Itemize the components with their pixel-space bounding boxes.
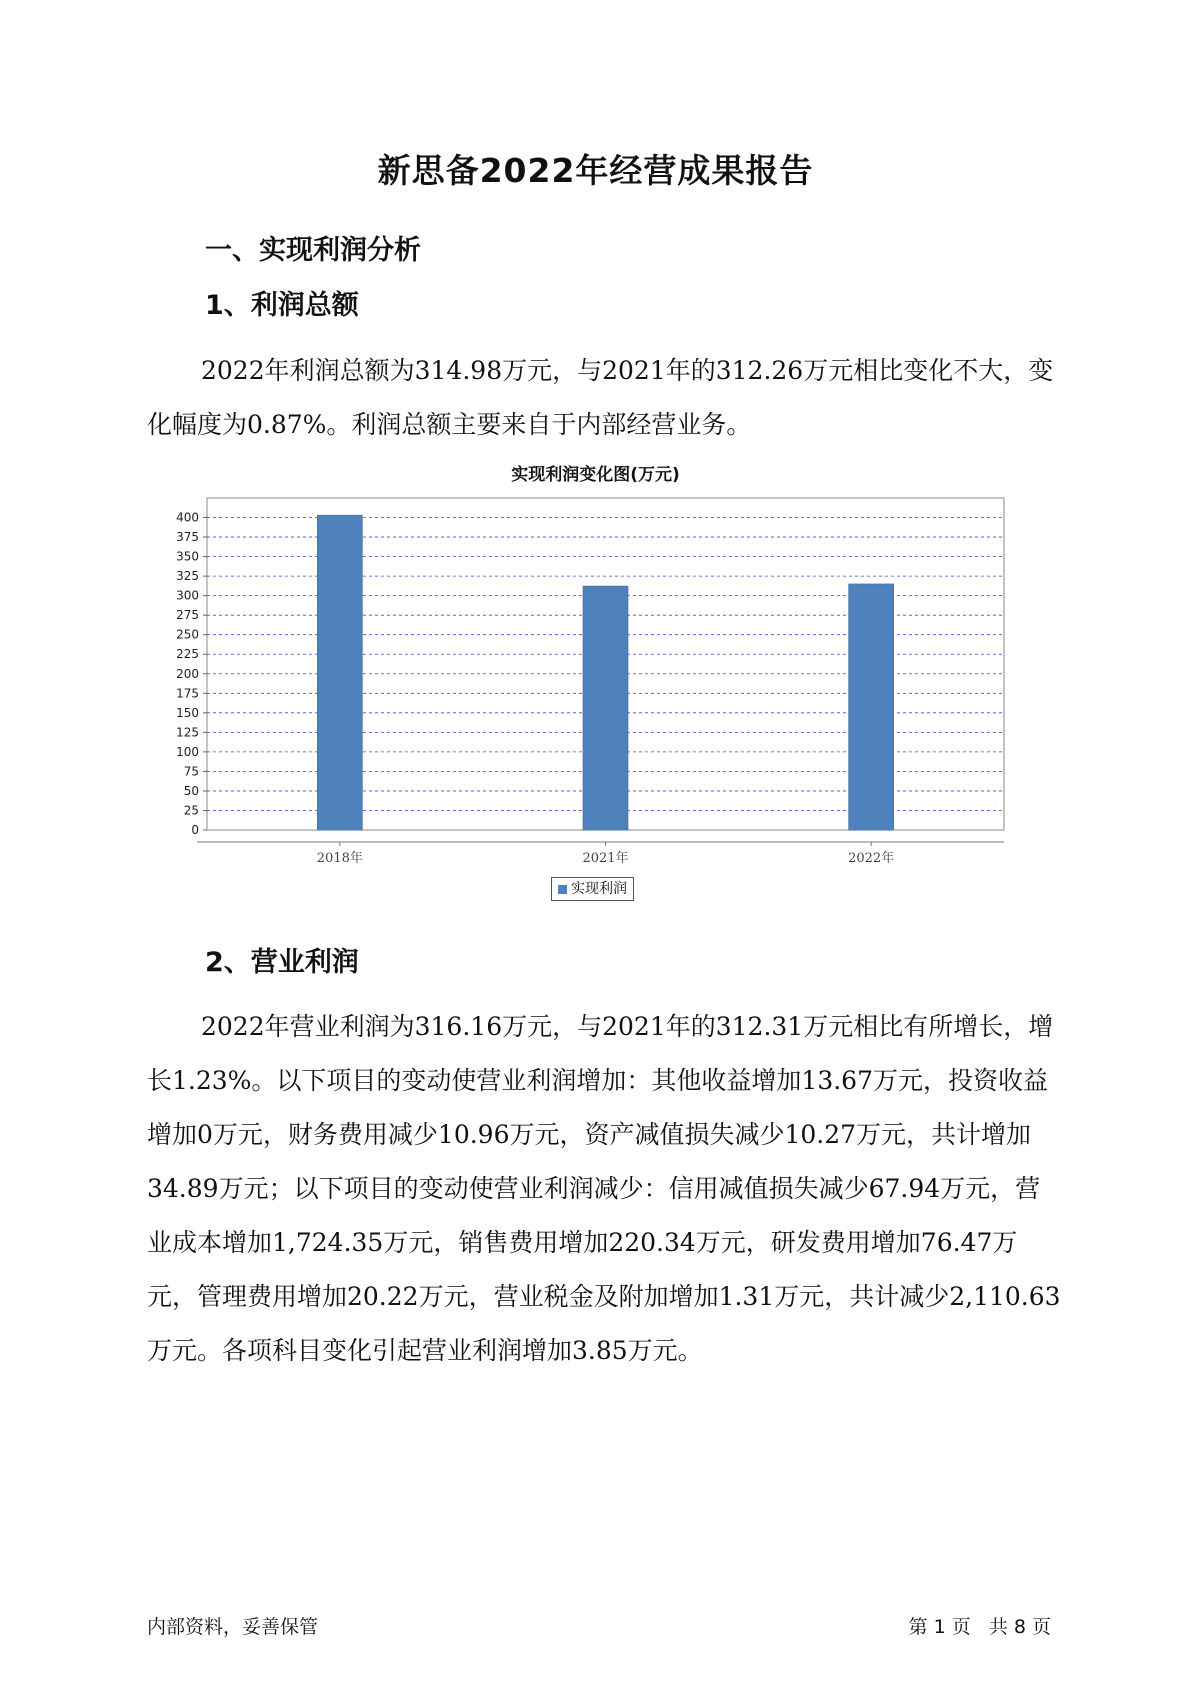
paragraph-operating-profit: 2022年营业利润为316.16万元，与2021年的312.31万元相比有所增长，增长1.23%。以下项目的变动使营业利润增加：其他收益增加13.67万元，投资收益增加0万元，财务费用减少10.96万元，资产减值损失减少10.27万元，共计增加34.89万元；以下项目的变动使营业利润减少：信用减值损失减少67.94万元，营业成本增加1,724.35万元，销售费用增加220.34万元，研发费用增加76.47万元，管理费用增加20.22万元，营业税金及附加增加1.31万元，共计减少2,110.63万元。各项科目变化引起营业利润增加3.85万元。 — [147, 1012, 1061, 1365]
y-tick-label: 350 — [176, 549, 199, 564]
y-tick-label: 125 — [176, 725, 199, 740]
y-tick-label: 0 — [191, 823, 199, 837]
subheading-total-profit: 1、利润总额 — [205, 290, 359, 321]
footer-confidential-note: 内部资料，妥善保管 — [147, 1616, 319, 1638]
y-tick-label: 375 — [176, 530, 199, 545]
footer-page-number: 第 1 页 共 8 页 — [908, 1616, 1051, 1638]
y-tick-label: 50 — [183, 783, 199, 798]
y-tick-label: 175 — [176, 686, 199, 701]
y-tick-label: 250 — [176, 627, 199, 642]
paragraph-total-profit: 2022年利润总额为314.98万元，与2021年的312.26万元相比变化不大，变化幅度为0.87%。利润总额主要来自于内部经营业务。 — [147, 356, 1054, 439]
y-tick-label: 150 — [176, 705, 199, 720]
bar-2018年 — [317, 515, 362, 830]
y-tick-label: 400 — [176, 510, 199, 525]
x-tick-label: 2022年 — [848, 851, 895, 866]
report-title: 新思备2022年经营成果报告 — [377, 151, 814, 190]
x-tick-label: 2021年 — [582, 851, 629, 866]
bar-2022年 — [849, 584, 894, 830]
legend-label: 实现利润 — [571, 881, 627, 897]
y-tick-label: 275 — [176, 608, 199, 623]
x-tick-label: 2018年 — [316, 851, 363, 866]
y-tick-label: 325 — [176, 569, 199, 584]
y-tick-label: 300 — [176, 588, 199, 603]
y-tick-label: 75 — [183, 764, 199, 779]
chart-legend — [551, 877, 634, 901]
y-tick-label: 25 — [183, 803, 199, 818]
y-tick-label: 200 — [176, 666, 199, 681]
y-tick-label: 100 — [176, 744, 199, 759]
section-heading-profit-analysis: 一、实现利润分析 — [205, 235, 421, 266]
subheading-operating-profit: 2、营业利润 — [205, 947, 359, 978]
y-tick-label: 225 — [176, 647, 199, 662]
chart-title: 实现利润变化图(万元) — [511, 465, 680, 485]
bar-2021年 — [583, 586, 628, 830]
profit-bar-chart — [170, 490, 1040, 875]
legend-swatch — [558, 885, 567, 894]
